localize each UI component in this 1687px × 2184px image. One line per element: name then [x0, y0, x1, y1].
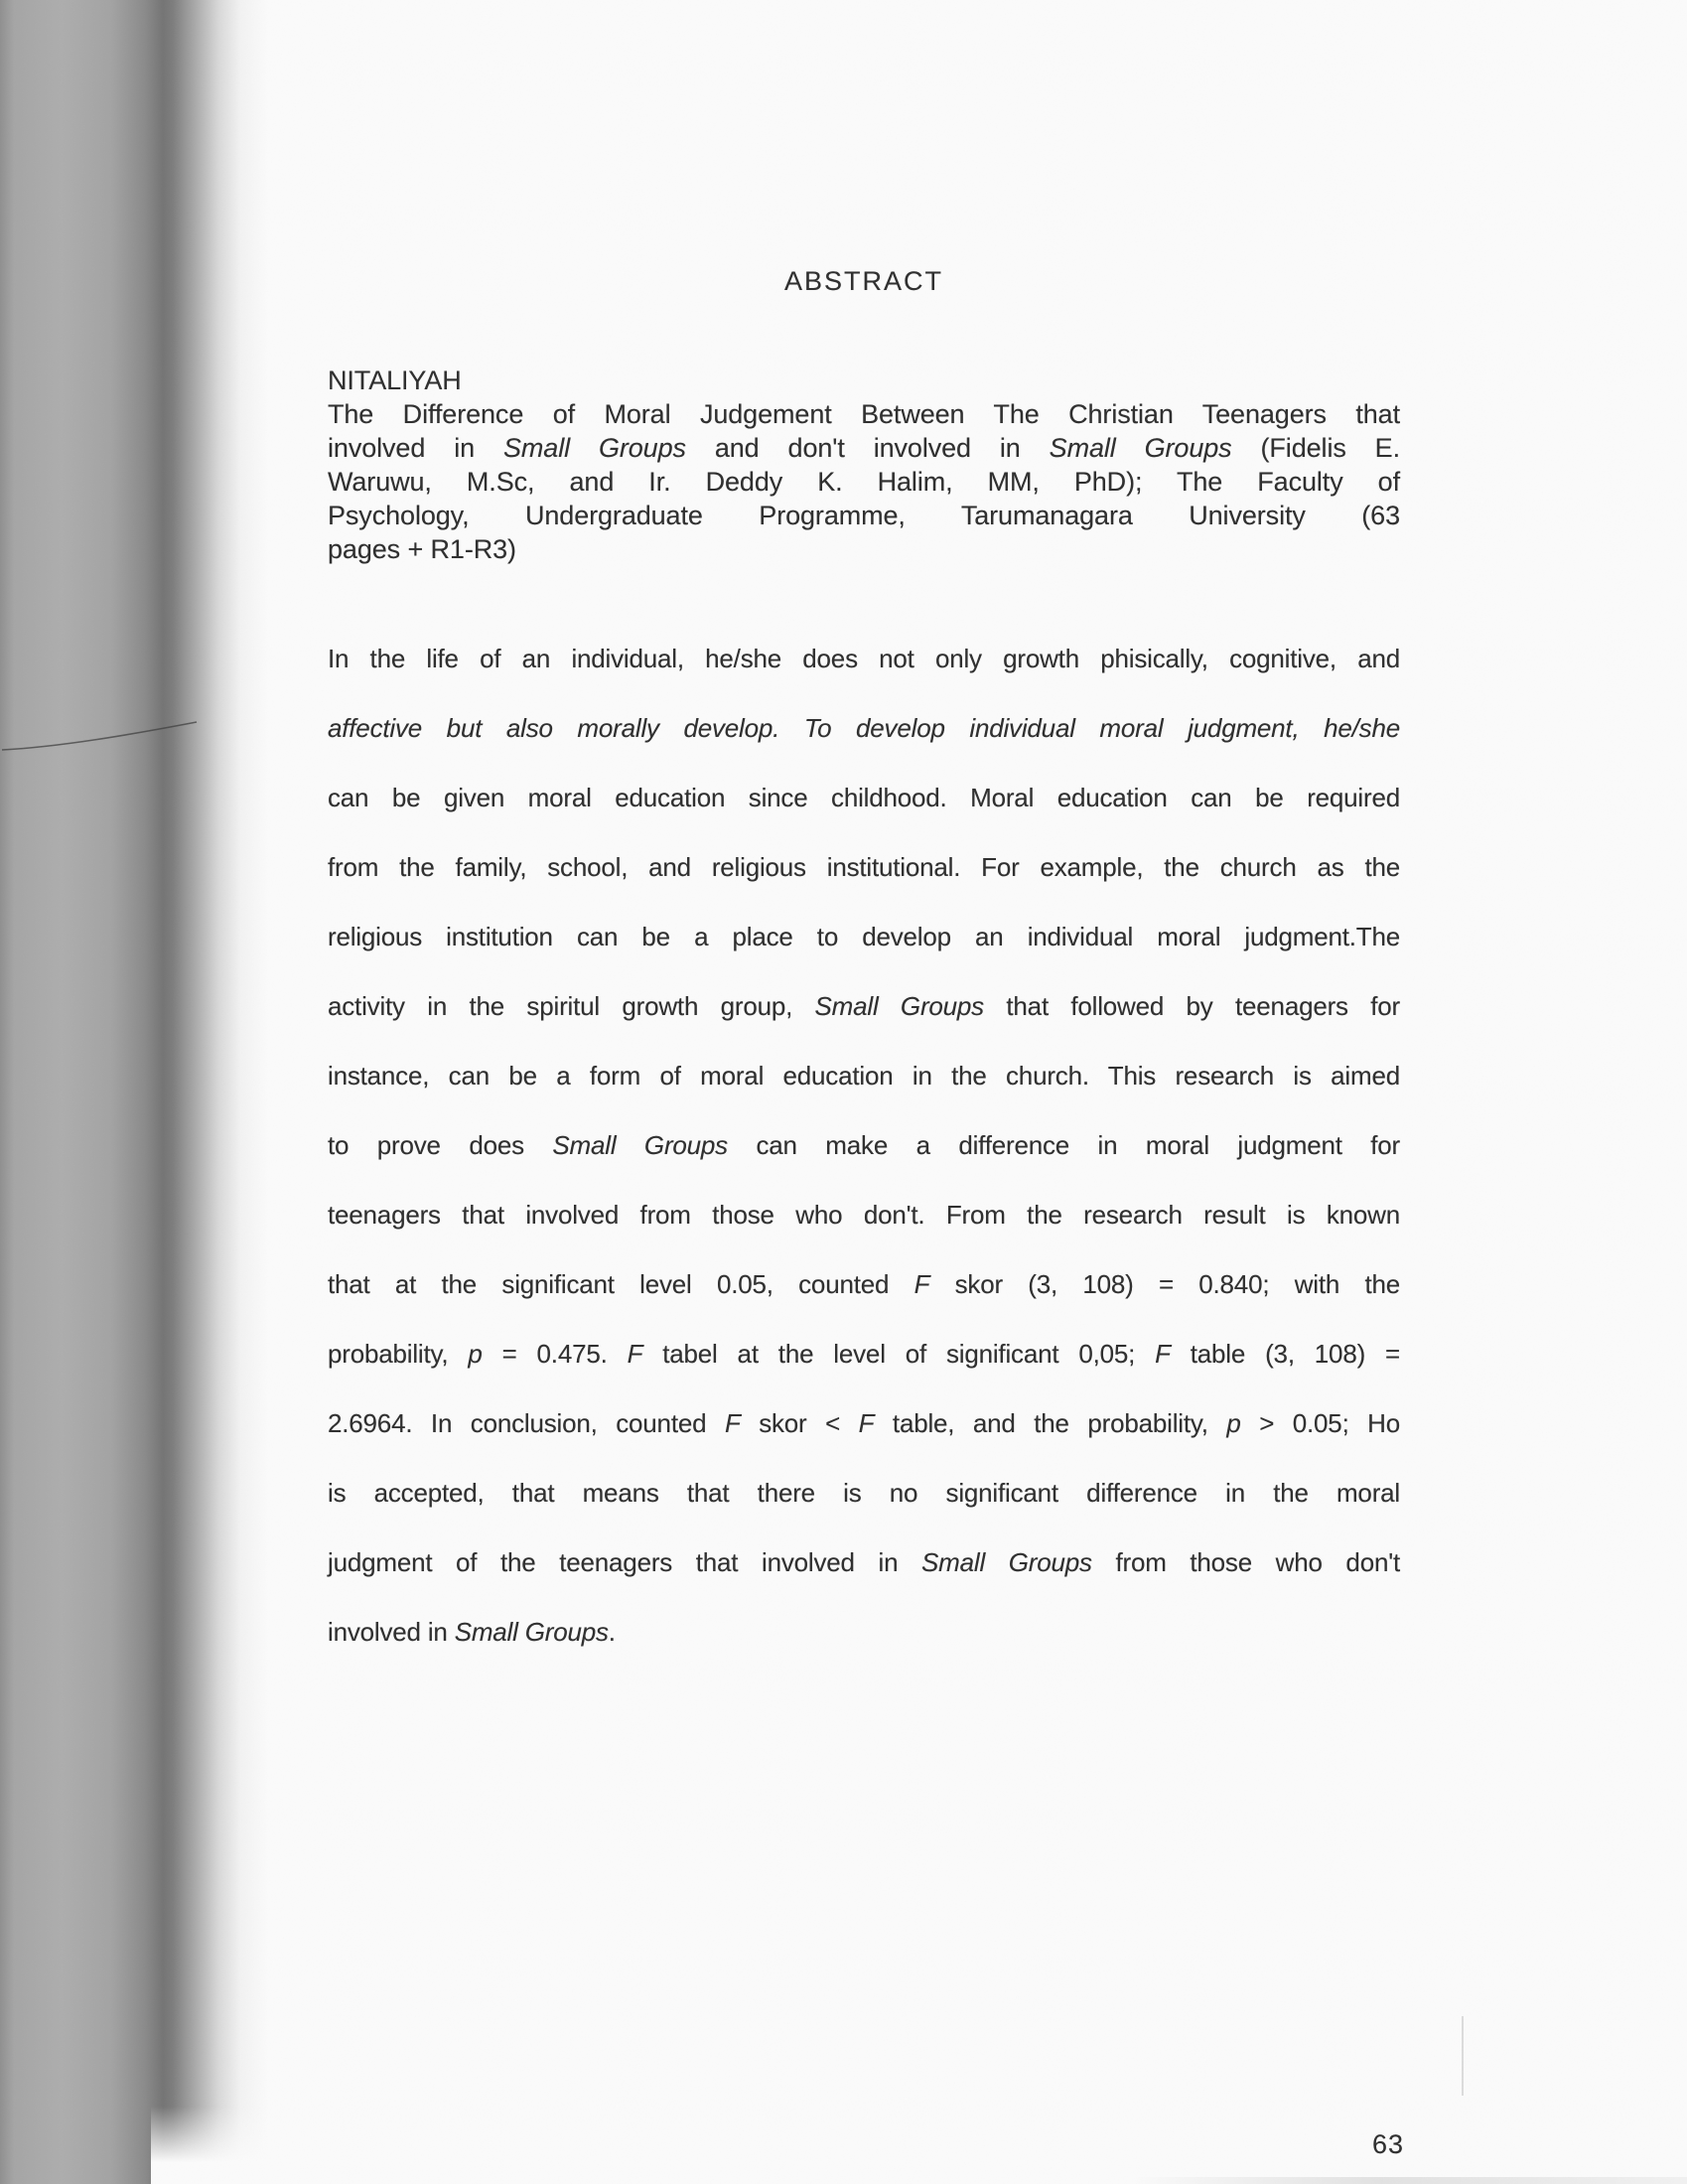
citation-line: The Difference of Moral Judgement Between The Christian Teenagers that: [328, 399, 1400, 429]
abstract-line: judgment of the teenagers that involved in Small Groups from those who don't: [328, 1547, 1401, 1577]
book-binding-shadow: [0, 0, 270, 2184]
citation-line: Waruwu, M.Sc, and Ir. Deddy K. Halim, MM, PhD); The Faculty of: [328, 467, 1400, 497]
abstract-line: In the life of an individual, he/she does not only growth phisically, cognitive, and: [328, 644, 1400, 673]
citation-lines: [328, 397, 1400, 566]
citation-line: involved in Small Groups and don't involved in Small Groups (Fidelis E.: [328, 433, 1400, 463]
abstract-line: can be given moral education since childhood. Moral education can be required: [328, 783, 1400, 812]
abstract-line: is accepted, that means that there is no significant difference in the moral: [328, 1478, 1400, 1508]
citation-line: Psychology, Undergraduate Programme, Tarumanagara University (63: [328, 501, 1400, 530]
abstract-line: from the family, school, and religious institutional. For example, the church as the: [328, 852, 1400, 882]
abstract-line: involved in Small Groups.: [328, 1617, 616, 1647]
abstract-line: instance, can be a form of moral education in the church. This research is aimed: [328, 1061, 1400, 1091]
scan-edge-smudge: [1131, 2177, 1687, 2184]
binding-shadow-fade: [151, 2107, 275, 2184]
page-title: ABSTRACT: [783, 266, 944, 296]
citation-block: [328, 364, 1400, 566]
citation-line: pages + R1-R3): [328, 534, 516, 564]
abstract-line: to prove does Small Groups can make a difference in moral judgment for: [328, 1130, 1400, 1160]
author-name: NITALIYAH: [328, 365, 462, 395]
scratch-artifact: [0, 710, 209, 765]
abstract-line: that at the significant level 0.05, counted F skor (3, 108) = 0.840; with the: [328, 1269, 1401, 1299]
abstract-line: activity in the spiritul growth group, Small Groups that followed by teenagers for: [328, 991, 1400, 1021]
abstract-line: teenagers that involved from those who don't. From the research result is known: [328, 1200, 1400, 1230]
abstract-line: probability, p = 0.475. F tabel at the level of significant 0,05; F table (3, 108) =: [328, 1339, 1400, 1369]
abstract-line: religious institution can be a place to develop an individual moral judgment.The: [328, 922, 1400, 951]
page-number: 63: [1372, 2129, 1405, 2159]
scan-line-artifact: [1462, 2016, 1464, 2096]
abstract-line: affective but also morally develop. To develop individual moral judgment, he/she: [328, 713, 1400, 743]
abstract-line: 2.6964. In conclusion, counted F skor < F table, and the probability, p > 0.05; Ho: [328, 1408, 1400, 1438]
abstract-text: [328, 624, 1400, 1667]
